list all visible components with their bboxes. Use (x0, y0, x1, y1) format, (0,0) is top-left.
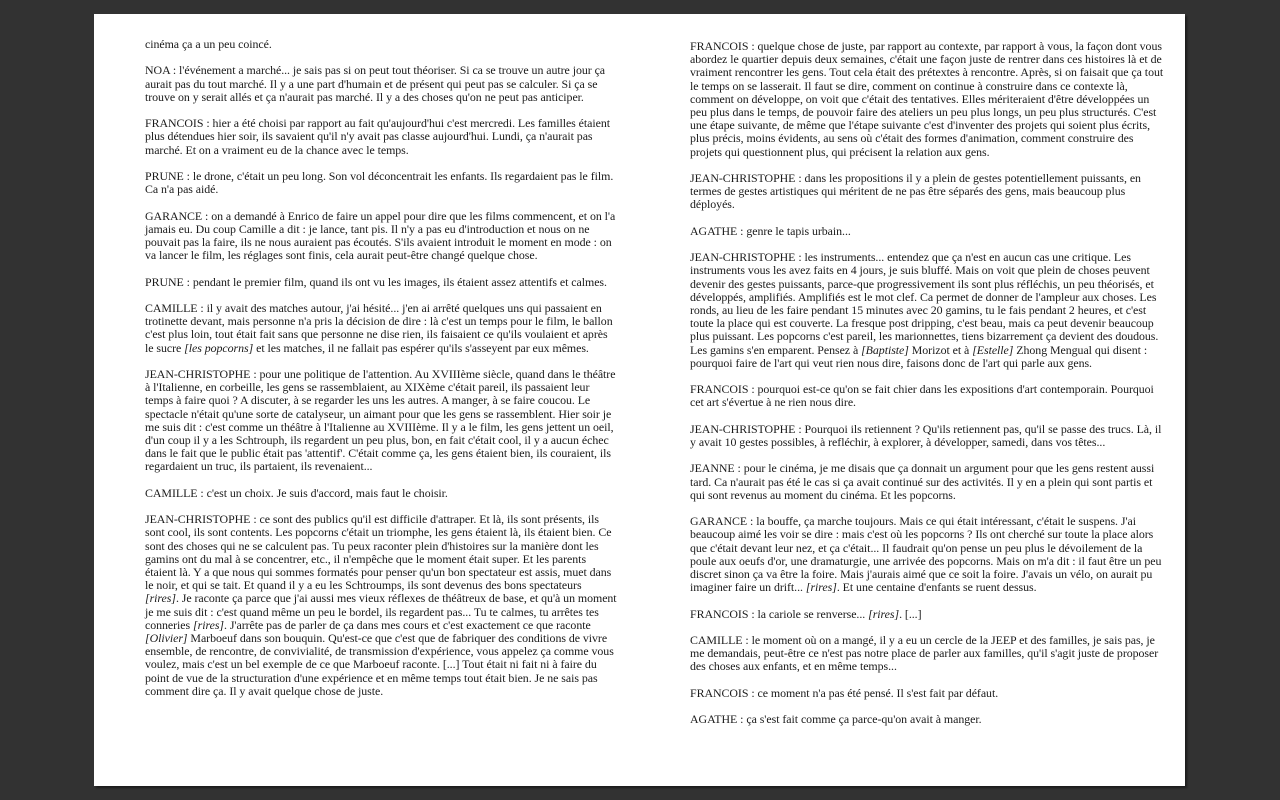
paragraph-text: FRANCOIS : ce moment n'a pas été pensé. Il s'est fait par défaut. (690, 685, 999, 700)
page-spread (94, 14, 1185, 786)
transcript-paragraph (145, 487, 617, 500)
paragraph-text: JEAN-CHRISTOPHE : dans les propositions il y a plein de gestes potentiellement puissants, en termes de gestes artistiques qui méritent de ne pas être séparés des gens, mais beaucoup plus déployés. (690, 171, 1141, 212)
paragraph-text: GARANCE : la bouffe, ça marche toujours. Mais ce qui était intéressant, c'était le suspens. J'ai beaucoup aimé les voir se dire : mais c'est où les popcorns ? Ils ont cherché sur toute la place alors que c'était devant leur nez, et ça c'était... Il faudrait qu'on pense un peu plus le dévoilement de la poule aux oeufs d'or, une dramaturgie, une arrivée des popcorns. Mais on m'a dit : il faut être un peu discret sinon ça va être la foire. Mais j'aurais aimé que ce soit la foire. J'avais un vélo, on aurait pu imaginer faire un drift... (690, 514, 1162, 595)
paragraph-text: . [...] (899, 606, 922, 621)
paragraph-text: JEAN-CHRISTOPHE : ce sont des publics qu'il est difficile d'attraper. Et là, ils sont présents, ils sont cool, ils sont contents. Les popcorns c'était un triomphe, les gens étaient là, ils étaient bien. Ce sont des choses qui ne se calculent pas. Tu peux raconter plein d'histoires sur la manière dont les gamins ont du mal à se concentrer, etc., il n'empêche que le moment était super. Et les parents étaient là. Y a que nous qui sommes formatés pour penser qu'un bon spectateur est assis, muet dans le noir, et qui se tait. Et quand il y a eu les Schtroumps, ils sont devenus des bons spectateurs (145, 512, 612, 593)
paragraph-text: CAMILLE : c'est un choix. Je suis d'accord, mais faut le choisir. (145, 485, 448, 500)
transcript-paragraph (690, 713, 1168, 726)
transcript-paragraph (690, 687, 1168, 700)
paragraph-text: PRUNE : le drone, c'était un peu long. Son vol déconcentrait les enfants. Ils regardaient pas le film. Ca n'a pas aidé. (145, 168, 614, 197)
editorial-note: [rires] (193, 617, 224, 632)
transcript-paragraph (145, 117, 617, 157)
transcript-paragraph (145, 513, 617, 698)
paragraph-text: JEANNE : pour le cinéma, je me disais que ça donnait un argument pour que les gens restent aussi tard. Ca n'aurait pas été le cas si ça avait continué sur des activités. Il y en a plein qui sont partis et qui sont revenus au moment du cinéma. Et les popcorns. (690, 461, 1155, 502)
paragraph-text: JEAN-CHRISTOPHE : pour une politique de l'attention. Au XVIIIème siècle, quand dans le théâtre à l'Italienne, en corbeille, les gens se rassemblaient, au XIXème c'était pareil, ils passaient leur temps à faire quoi ? A discuter, à se regarder les uns les autres. A manger, à se faire coucou. Le spectacle n'était qu'une sorte de catalyseur, un aimant pour que les gens se rassemblent. Hier soir je me suis dit : c'est comme un théâtre à l'Italienne au XVIIIème. Il y a le film, les gens jettent un oeil, d'un coup il y a les Schtrouph, ils regardent un peu plus, bon, en fait c'était cool, il y a aucun échec dans le fait que le public était pas 'attentif'. C'était comme ça, les gens étaient bien, ils couraient, ils regardaient un truc, ils partaient, ils revenaient... (145, 366, 616, 474)
editorial-note: [les popcorns] (184, 340, 254, 355)
transcript-paragraph (145, 302, 617, 355)
transcript-paragraph (690, 40, 1168, 159)
paragraph-text: NOA : l'événement a marché... je sais pas si on peut tout théoriser. Si ca se trouve un autre jour ça aurait pas du tout marché. Il y a une part d'humain et de présent qui peut pas se calculer. Si ça se trouve on y serait allés et ça n'aurait pas marché. Il y a des choses qu'on ne peut pas anticiper. (145, 63, 606, 104)
transcript-paragraph (690, 634, 1168, 674)
transcript-paragraph (690, 608, 1168, 621)
paragraph-text: AGATHE : genre le tapis urbain... (690, 223, 851, 238)
paragraph-text: CAMILLE : il y avait des matches autour, j'ai hésité... j'en ai arrêté quelques uns qui passaient en trotinette devant, mais personne n'a pris la décision de dire : là c'est un temps pour le film, le ballon c'est plus loin, tout était fait sans que personne ne dise rien, ils faisaient ce qu'ils voulaient et après le sucre (145, 300, 613, 355)
paragraph-text: FRANCOIS : pourquoi est-ce qu'on se fait chier dans les expositions d'art contemporain. Pourquoi cet art s'évertue à ne rien nous dire. (690, 382, 1154, 410)
transcript-paragraph (690, 462, 1168, 502)
transcript-paragraph (690, 172, 1168, 212)
left-page-text (145, 38, 617, 711)
transcript-paragraph (145, 210, 617, 263)
right-page-text (690, 40, 1168, 740)
editorial-note: [rires] (145, 591, 176, 606)
paragraph-text: FRANCOIS : la cariole se renverse... (690, 606, 869, 621)
paragraph-text: CAMILLE : le moment où on a mangé, il y a eu un cercle de la JEEP et des familles, je sais pas, je me demandais, peut-être ce n'est pas notre place de parler aux familles, qu'il s'agit juste de proposer des choses aux enfants, et en même temps... (690, 633, 1159, 674)
paragraph-text: . Je raconte ça parce que j'ai aussi mes vieux réflexes de théâtreux de base, et qu'à un moment je me suis dit : c'est quand même un peu le bordel, ils regardent pas... Tu te calmes, tu arrêtes tes conneries (145, 591, 617, 632)
paragraph-text: GARANCE : on a demandé à Enrico de faire un appel pour dire que les films commencent, et on l'a jamais eu. Du coup Camille a dit : je lance, tant pis. Il n'y a pas eu d'introduction et nous on ne pouvait pas la faire, ils ne nous auraient pas écoutés. S'ils avaient introduit le moment en mode : on va lancer le film, les réglages sont finis, cela aurait peut-être changé quelque chose. (145, 208, 616, 263)
editorial-note: [rires] (868, 606, 900, 621)
transcript-paragraph (145, 368, 617, 474)
paragraph-text: Marboeuf dans son bouquin. Qu'est-ce que c'est que de fabriquer des conditions de vivre ensemble, de rencontre, de convivialité, de transmission d'expérience, vous appelez ça comme vous voulez, mais c'est un bel exemple de ce que Marboeuf raconte. [...] Tout était ni fait ni à faire du point de vue de la structuration d'une expérience et en même temps tout était bien. Je ne sais pas comment dire ça. Il y avait quelque chose de juste. (145, 631, 614, 698)
transcript-paragraph (145, 38, 617, 51)
editorial-note: [Olivier] (145, 631, 188, 645)
transcript-paragraph (145, 170, 617, 196)
paragraph-text: . J'arrête pas de parler de ça dans mes cours et c'est exactement ce que raconte (223, 617, 591, 632)
editorial-note: [rires] (805, 580, 837, 595)
paragraph-text: Morizot et à (908, 342, 973, 357)
paragraph-text: AGATHE : ça s'est fait comme ça parce-qu'on avait à manger. (690, 712, 982, 727)
transcript-paragraph (145, 276, 617, 289)
transcript-paragraph (690, 423, 1168, 449)
paragraph-text: PRUNE : pendant le premier film, quand ils ont vu les images, ils étaient assez attentifs et calmes. (145, 274, 607, 289)
transcript-paragraph (690, 225, 1168, 238)
paragraph-text: JEAN-CHRISTOPHE : les instruments... entendez que ça n'est en aucun cas une critique. Les instruments vous les avez faits en 4 jours, je suis bluffé. Mais on voit que plein de choses peuvent devenir des gestes puissants, parce-que progressivement ils sont plus réfléchis, un peu théorisés, et développés, amplifiés. Amplifiés est le mot clef. Ca permet de donner de l'ampleur aux choses. Les ronds, au lieu de les faire pendant 15 minutes avec 20 gamins, tu le fais pendant 2 heures, et c'est toute la place qui est couverte. La fresque post dripping, c'est beau, mais ca peut devenir beaucoup plus puissant. Les popcorns c'est pareil, les marionnettes, tiens bizarrement ça devient des doudous. Les gamins s'en emparent. Pensez à (690, 250, 1159, 357)
editorial-note: [Baptiste] (861, 342, 909, 357)
paragraph-text: Zhong Mengual qui disent : pourquoi faire de l'art qui veut rien nous dire, faisons donc de l'art qui parle aux gens. (690, 342, 1148, 370)
paragraph-text: et les matches, il ne fallait pas espérer qu'ils s'asseyent par eux mêmes. (253, 340, 589, 355)
paragraph-text: FRANCOIS : quelque chose de juste, par rapport au contexte, par rapport à vous, la façon dont vous abordez le quartier depuis deux semaines, c'était une façon juste de rentrer dans ces histoires là et de vraiment rencontrer les gens. Tout cela était des prétextes à rencontre. Après, si on faisait que ça tout le temps on se lasserait. Il faut se dire, comment on continue à construire dans ce contexte là, comment on développe, on voit que c'était des tentatives. Elles mériteraient d'être développées un peu plus dans le temps, de pouvoir faire des ateliers un peu plus longs, un peu plus structurés. C'est une étape suivante, de même que l'étape suivante c'est d'inventer des projets qui soient plus écrits, plus précis, moins évidents, au sens où c'était des formes d'animation, comment construire des projets qui questionnent plus, qui précisent la relation aux gens. (690, 39, 1164, 159)
transcript-paragraph (690, 383, 1168, 409)
paragraph-text: . Et une centaine d'enfants se ruent dessus. (836, 580, 1037, 595)
transcript-paragraph (690, 251, 1168, 370)
transcript-paragraph (690, 515, 1168, 594)
paragraph-text: JEAN-CHRISTOPHE : Pourquoi ils retiennent ? Qu'ils retiennent pas, qu'il se passe des trucs. Là, il y avait 10 gestes possibles, à refléchir, à explorer, à développer, samedi, dans vos têtes... (690, 421, 1162, 450)
paragraph-text: FRANCOIS : hier a été choisi par rapport au fait qu'aujourd'hui c'est mercredi. Les familles étaient plus détendues hier soir, ils savaient qu'il n'y avait pas classe aujourd'hui. Lundi, ça n'aurait pas marché. Et on a vraiment eu de la chance avec le temps. (145, 116, 611, 157)
transcript-paragraph (145, 64, 617, 104)
paragraph-text: cinéma ça a un peu coincé. (145, 37, 272, 51)
editorial-note: [Estelle] (972, 342, 1014, 357)
